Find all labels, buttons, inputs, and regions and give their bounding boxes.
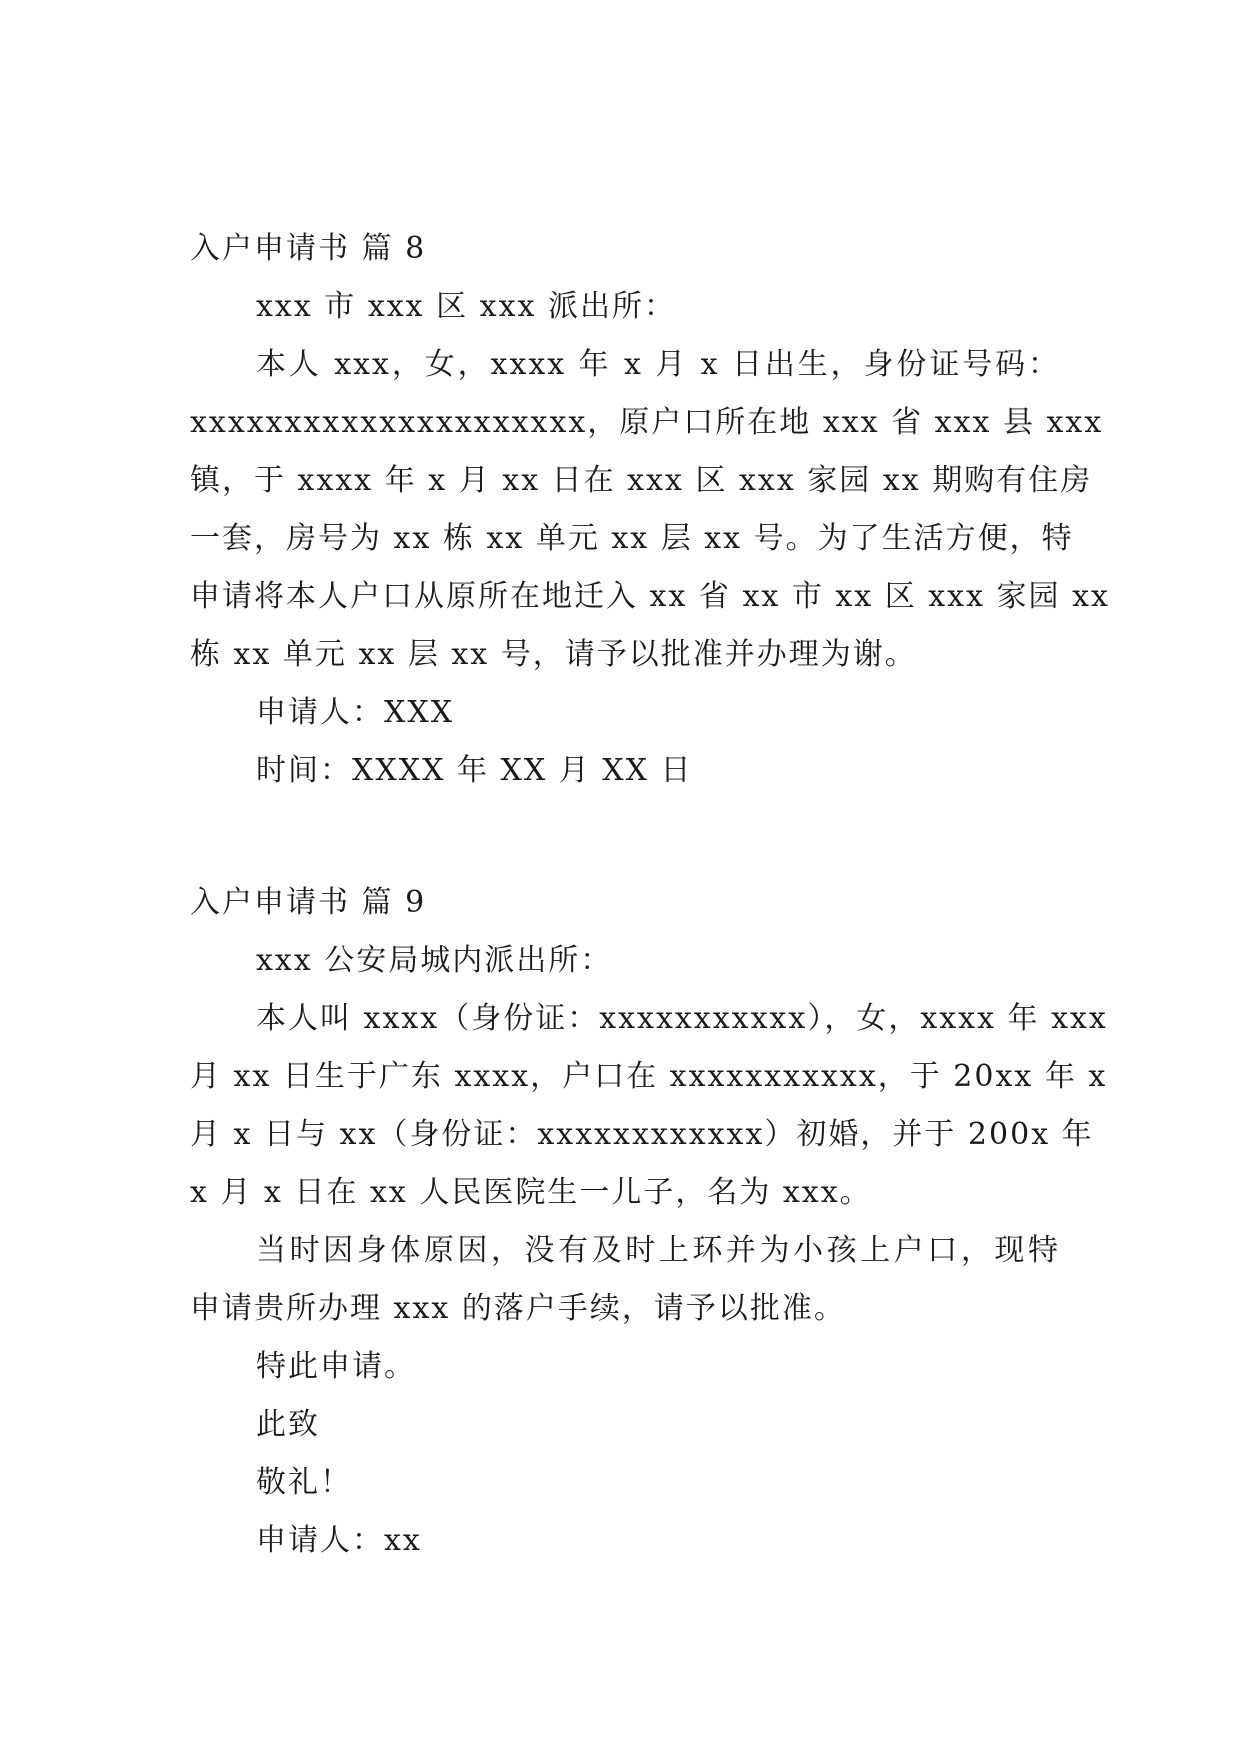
section-9-body-line: 月 x 日与 xx（身份证：xxxxxxxxxxxx）初婚，并于 200x 年 — [190, 1117, 1094, 1152]
section-9-body-line: x 月 x 日在 xx 人民医院生一儿子，名为 xxx。 — [190, 1175, 872, 1210]
section-8-body-line: 申请将本人户口从原所在地迁入 xx 省 xx 市 xx 区 xxx 家园 xx — [190, 579, 1110, 614]
section-divider — [190, 800, 1060, 874]
section-9-heading: 入户申请书 篇 9 — [190, 885, 427, 920]
section-8-body-line: 栋 xx 单元 xx 层 xx 号，请予以批准并办理为谢。 — [190, 637, 917, 672]
section-8-applicant: 申请人：XXX — [256, 695, 455, 730]
section-9-body-line: 申请贵所办理 xxx 的落户手续，请予以批准。 — [190, 1291, 846, 1326]
section-8-body-line: xxxxxxxxxxxxxxxxxxxxx，原户口所在地 xxx 省 xxx 县 xxx — [190, 405, 1104, 440]
section-8-body-line: 本人 xxx，女，xxxx 年 x 月 x 日出生，身份证号码： — [256, 347, 1060, 382]
section-9-applicant: 申请人：xx — [256, 1523, 422, 1558]
section-8-date: 时间：XXXX 年 XX 月 XX 日 — [256, 753, 693, 788]
section-9-body-line: 当时因身体原因，没有及时上环并为小孩上户口，现特 — [256, 1233, 1060, 1268]
section-8-body-line: 镇，于 xxxx 年 x 月 xx 日在 xxx 区 xxx 家园 xx 期购有住房 — [190, 463, 1093, 498]
section-9-body-line: 本人叫 xxxx（身份证：xxxxxxxxxxx），女，xxxx 年 xxx — [256, 1001, 1108, 1036]
section-9-salutation: 此致 — [256, 1407, 320, 1442]
section-8-body-line: 一套，房号为 xx 栋 xx 单元 xx 层 xx 号。为了生活方便，特 — [190, 521, 1074, 556]
section-8-heading: 入户申请书 篇 8 — [190, 231, 427, 266]
section-8-addressee: xxx 市 xxx 区 xxx 派出所： — [256, 289, 676, 324]
section-9-addressee: xxx 公安局城内派出所： — [256, 943, 613, 978]
section-9-body-line: 月 xx 日生于广东 xxxx，户口在 xxxxxxxxxxx，于 20xx 年 x — [190, 1059, 1108, 1094]
section-9-closing: 特此申请。 — [256, 1349, 416, 1384]
document-page — [190, 220, 1110, 1570]
section-9-salutation: 敬礼！ — [256, 1465, 352, 1500]
